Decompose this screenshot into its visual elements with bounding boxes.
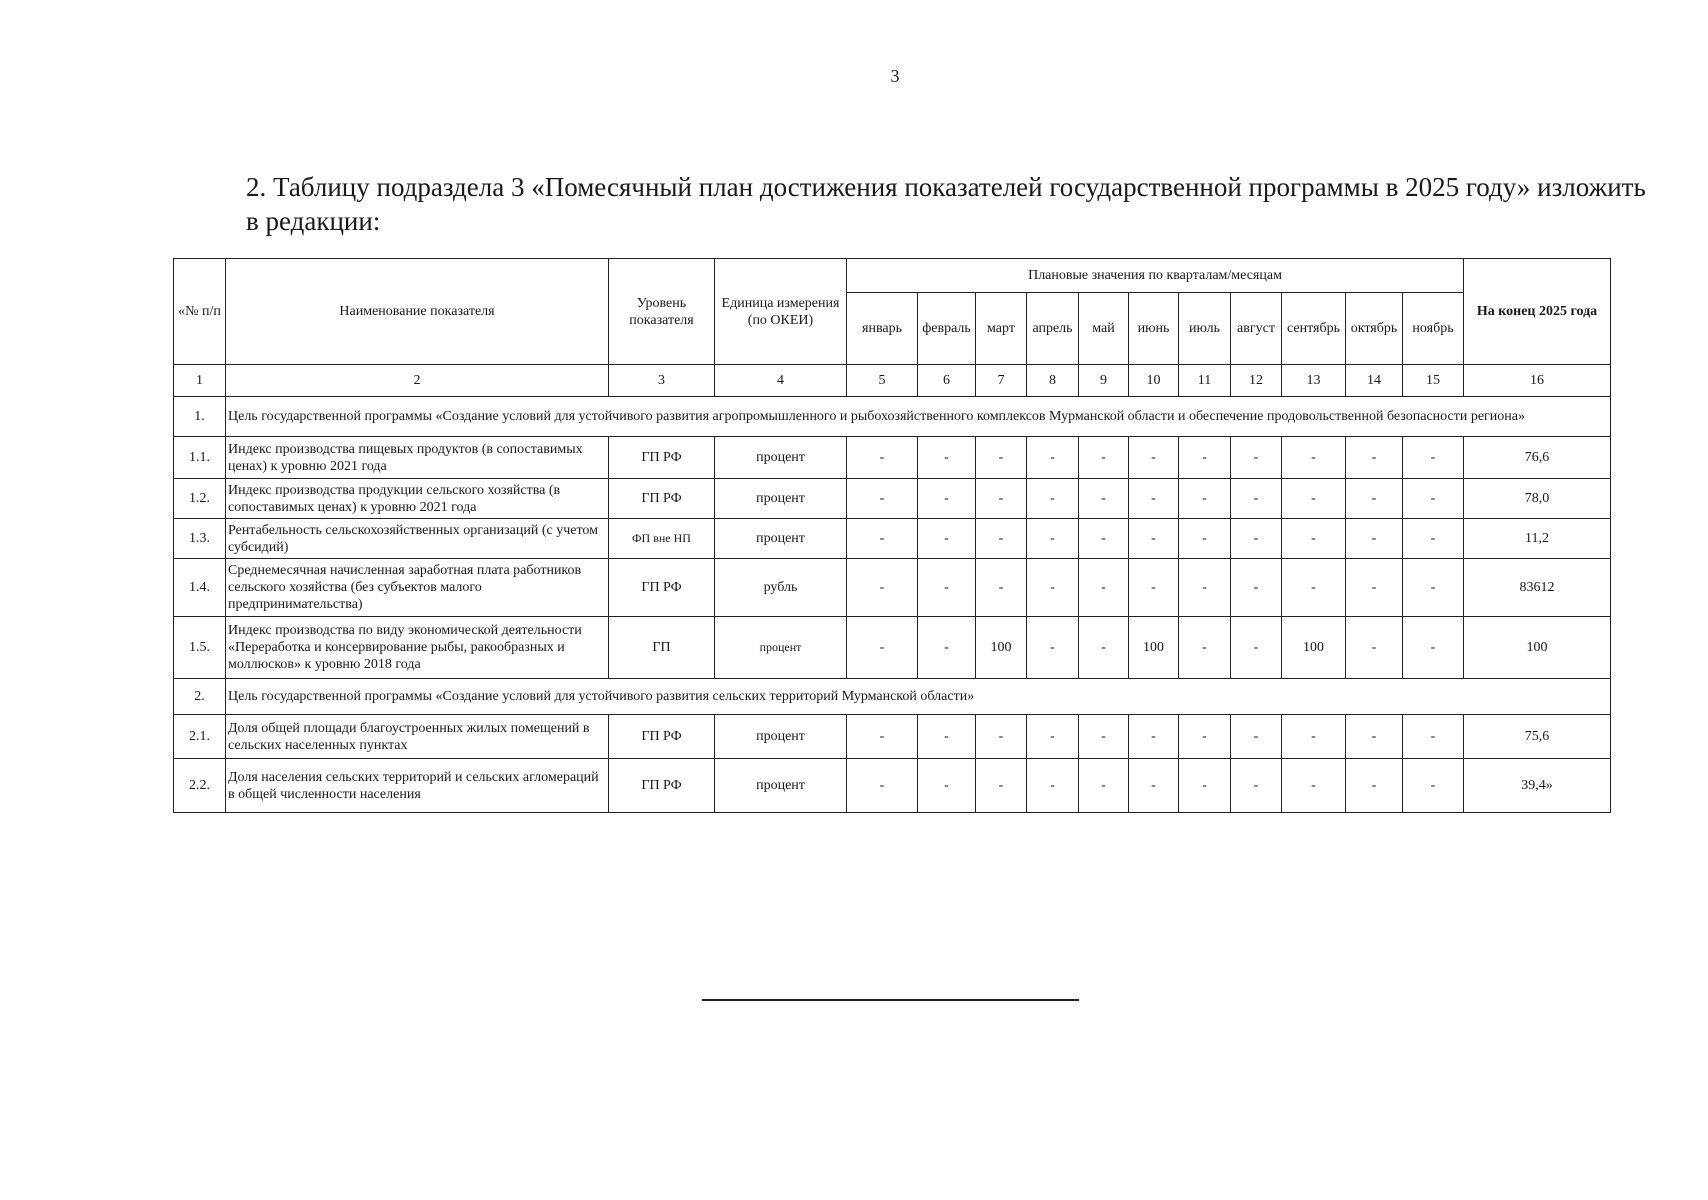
column-number: 16 [1464, 365, 1611, 397]
column-number: 11 [1179, 365, 1231, 397]
month-value: - [1346, 715, 1403, 759]
month-value: - [847, 617, 918, 679]
table-row [174, 519, 1611, 559]
month-value: - [1346, 519, 1403, 559]
end-of-year-value: 78,0 [1464, 479, 1611, 519]
indicator-table [173, 258, 1611, 813]
indicator-unit: процент [715, 437, 847, 479]
column-number-row [174, 365, 1611, 397]
month-value: - [1282, 479, 1346, 519]
column-number: 12 [1231, 365, 1282, 397]
row-num: 1.1. [174, 437, 226, 479]
table-row [174, 715, 1611, 759]
month-value: - [1403, 559, 1464, 617]
month-value: - [1231, 559, 1282, 617]
table-row [174, 437, 1611, 479]
indicator-table-container [173, 258, 1610, 813]
month-value: - [1027, 759, 1079, 813]
indicator-unit: процент [715, 479, 847, 519]
bottom-rule [702, 999, 1079, 1001]
month-value: - [1179, 479, 1231, 519]
indicator-level: ГП РФ [609, 479, 715, 519]
goal-row-2 [174, 679, 1611, 715]
column-number: 7 [976, 365, 1027, 397]
month-value: - [976, 559, 1027, 617]
month-value: - [1129, 519, 1179, 559]
goal-text: Цель государственной программы «Создание условий для устойчивого развития сельских территорий Мурманской области» [226, 679, 1611, 715]
header-month: ноябрь [1403, 293, 1464, 365]
row-num: 1.4. [174, 559, 226, 617]
goal-text: Цель государственной программы «Создание условий для устойчивого развития агропромышленного и рыбохозяйственного комплексов Мурманской области и обеспечение продовольственной безопасности региона» [226, 397, 1611, 437]
month-value: - [1231, 617, 1282, 679]
column-number: 14 [1346, 365, 1403, 397]
column-number: 9 [1079, 365, 1129, 397]
month-value: - [1027, 559, 1079, 617]
month-value: - [1346, 617, 1403, 679]
month-value: - [1027, 479, 1079, 519]
month-value: - [1231, 759, 1282, 813]
month-value: - [1027, 437, 1079, 479]
indicator-unit: рубль [715, 559, 847, 617]
column-number: 1 [174, 365, 226, 397]
month-value: - [1282, 715, 1346, 759]
column-number: 8 [1027, 365, 1079, 397]
month-value: - [918, 519, 976, 559]
month-value: - [1282, 759, 1346, 813]
month-value: - [1079, 437, 1129, 479]
indicator-unit: процент [715, 759, 847, 813]
month-value: 100 [1129, 617, 1179, 679]
end-of-year-value: 83612 [1464, 559, 1611, 617]
month-value: - [1129, 759, 1179, 813]
row-num: 1.2. [174, 479, 226, 519]
column-number: 10 [1129, 365, 1179, 397]
month-value: - [1129, 437, 1179, 479]
header-row-top [174, 259, 1611, 293]
goal-num: 1. [174, 397, 226, 437]
end-of-year-value: 76,6 [1464, 437, 1611, 479]
month-value: - [1179, 759, 1231, 813]
month-value: - [1231, 715, 1282, 759]
month-value: - [1179, 617, 1231, 679]
indicator-level: ГП [609, 617, 715, 679]
month-value: - [1179, 559, 1231, 617]
indicator-name: Среднемесячная начисленная заработная плата работников сельского хозяйства (без субъектов малого предпринимательства) [226, 559, 609, 617]
month-value: - [847, 559, 918, 617]
header-planned: Плановые значения по кварталам/месяцам [847, 259, 1464, 293]
indicator-unit: процент [715, 617, 847, 679]
column-number: 5 [847, 365, 918, 397]
month-value: - [1231, 437, 1282, 479]
month-value: - [976, 759, 1027, 813]
month-value: - [1027, 519, 1079, 559]
row-num: 1.3. [174, 519, 226, 559]
end-of-year-value: 11,2 [1464, 519, 1611, 559]
month-value: - [976, 715, 1027, 759]
month-value: - [1179, 437, 1231, 479]
month-value: - [918, 479, 976, 519]
row-num: 1.5. [174, 617, 226, 679]
table-row [174, 617, 1611, 679]
column-number: 13 [1282, 365, 1346, 397]
month-value: - [847, 437, 918, 479]
month-value: - [1179, 519, 1231, 559]
indicator-unit: процент [715, 519, 847, 559]
header-end: На конец 2025 года [1464, 259, 1611, 365]
header-month: апрель [1027, 293, 1079, 365]
month-value: - [847, 519, 918, 559]
month-value: - [918, 715, 976, 759]
column-number: 2 [226, 365, 609, 397]
header-month: сентябрь [1282, 293, 1346, 365]
header-month: июнь [1129, 293, 1179, 365]
header-num: «№ п/п [174, 259, 226, 365]
month-value: - [918, 617, 976, 679]
month-value: - [1231, 479, 1282, 519]
month-value: - [847, 479, 918, 519]
month-value: - [1079, 617, 1129, 679]
header-month: август [1231, 293, 1282, 365]
month-value: - [976, 437, 1027, 479]
month-value: - [1079, 519, 1129, 559]
month-value: - [1403, 437, 1464, 479]
header-month: май [1079, 293, 1129, 365]
header-name: Наименование показателя [226, 259, 609, 365]
indicator-level: ФП вне НП [609, 519, 715, 559]
month-value: - [1282, 559, 1346, 617]
header-month: февраль [918, 293, 976, 365]
indicator-level: ГП РФ [609, 437, 715, 479]
column-number: 15 [1403, 365, 1464, 397]
column-number: 6 [918, 365, 976, 397]
column-number: 4 [715, 365, 847, 397]
end-of-year-value: 75,6 [1464, 715, 1611, 759]
month-value: - [1231, 519, 1282, 559]
indicator-unit: процент [715, 715, 847, 759]
header-month: октябрь [1346, 293, 1403, 365]
month-value: - [1129, 479, 1179, 519]
month-value: - [1403, 519, 1464, 559]
header-month: июль [1179, 293, 1231, 365]
table-row [174, 559, 1611, 617]
section-heading: 2. Таблицу подраздела 3 «Помесячный план достижения показателей государственной программы в 2025 году» изложить в редакции: [246, 172, 1646, 236]
column-number: 3 [609, 365, 715, 397]
indicator-name: Доля общей площади благоустроенных жилых помещений в сельских населенных пунктах [226, 715, 609, 759]
month-value: 100 [1282, 617, 1346, 679]
indicator-name: Доля населения сельских территорий и сельских агломераций в общей численности населения [226, 759, 609, 813]
month-value: - [1129, 715, 1179, 759]
indicator-name: Рентабельность сельскохозяйственных организаций (с учетом субсидий) [226, 519, 609, 559]
header-month: март [976, 293, 1027, 365]
month-value: - [1346, 479, 1403, 519]
header-unit: Единица измерения (по ОКЕИ) [715, 259, 847, 365]
month-value: - [1179, 715, 1231, 759]
month-value: - [1346, 559, 1403, 617]
table-row [174, 759, 1611, 813]
month-value: - [1282, 519, 1346, 559]
month-value: - [1403, 617, 1464, 679]
month-value: - [1079, 715, 1129, 759]
indicator-level: ГП РФ [609, 715, 715, 759]
month-value: - [918, 437, 976, 479]
row-num: 2.1. [174, 715, 226, 759]
month-value: - [918, 559, 976, 617]
indicator-name: Индекс производства пищевых продуктов (в сопоставимых ценах) к уровню 2021 года [226, 437, 609, 479]
month-value: - [1079, 759, 1129, 813]
month-value: - [1403, 715, 1464, 759]
indicator-name: Индекс производства по виду экономической деятельности «Переработка и консервирование рыбы, ракообразных и моллюсков» к уровню 2018 года [226, 617, 609, 679]
month-value: - [1027, 715, 1079, 759]
month-value: - [1129, 559, 1179, 617]
month-value: - [1346, 759, 1403, 813]
month-value: - [847, 759, 918, 813]
goal-num: 2. [174, 679, 226, 715]
table-row [174, 479, 1611, 519]
month-value: - [1282, 437, 1346, 479]
indicator-level: ГП РФ [609, 559, 715, 617]
month-value: - [847, 715, 918, 759]
page-number: 3 [890, 66, 900, 86]
header-month: январь [847, 293, 918, 365]
month-value: - [1079, 479, 1129, 519]
month-value: - [1079, 559, 1129, 617]
month-value: - [1403, 759, 1464, 813]
end-of-year-value: 39,4» [1464, 759, 1611, 813]
header-level: Уровень показателя [609, 259, 715, 365]
month-value: - [918, 759, 976, 813]
indicator-name: Индекс производства продукции сельского хозяйства (в сопоставимых ценах) к уровню 2021 года [226, 479, 609, 519]
end-of-year-value: 100 [1464, 617, 1611, 679]
row-num: 2.2. [174, 759, 226, 813]
month-value: 100 [976, 617, 1027, 679]
goal-row-1 [174, 397, 1611, 437]
month-value: - [976, 479, 1027, 519]
month-value: - [976, 519, 1027, 559]
month-value: - [1403, 479, 1464, 519]
month-value: - [1346, 437, 1403, 479]
month-value: - [1027, 617, 1079, 679]
indicator-level: ГП РФ [609, 759, 715, 813]
